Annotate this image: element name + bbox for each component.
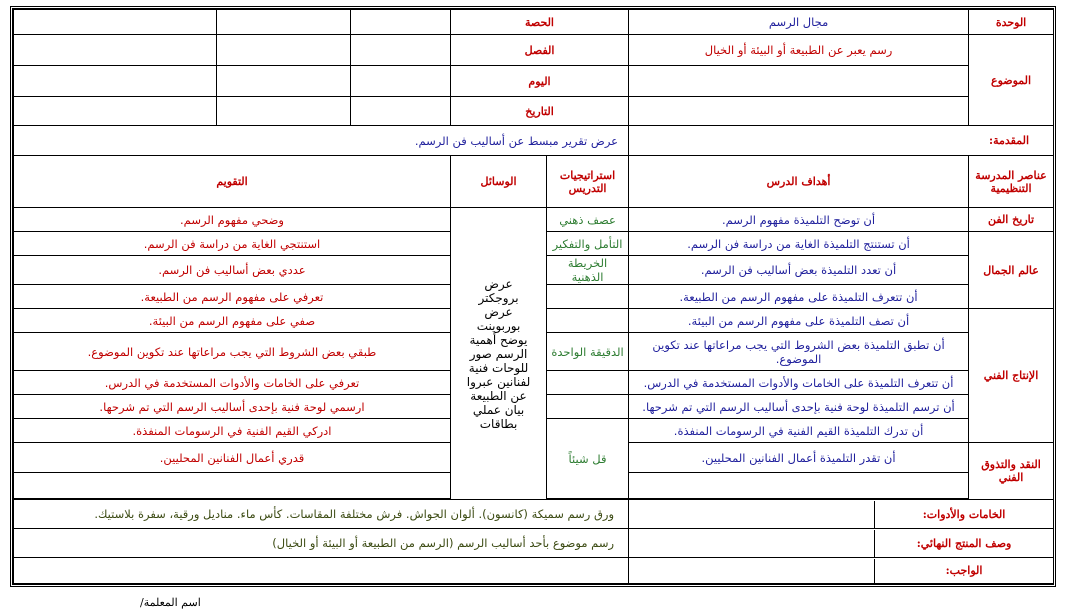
date-label: التاريخ	[451, 97, 629, 126]
final-product-label: وصف المنتج النهائي:	[874, 530, 1053, 557]
table-row	[14, 208, 1054, 232]
intro-row	[14, 126, 1054, 156]
unit-label: الوحدة	[969, 10, 1054, 35]
evaluation-cell: استنتجي الغاية من دراسة فن الرسم.	[14, 232, 451, 256]
strategy-cell	[547, 371, 629, 395]
section-art-history: تاريخ الفن	[969, 208, 1054, 232]
evaluation-cell: طبقي بعض الشروط التي يجب مراعاتها عند تكوين الموضوع.	[14, 333, 451, 371]
col-tools: الوسائل	[451, 156, 547, 208]
materials-value-text: ورق رسم سميكة (كانسون). ألوان الجواش. فرش مختلفة المقاسات. كأس ماء. مناديل ورقية، سفرة بلاستيك.	[94, 507, 615, 521]
homework-value	[14, 558, 629, 584]
col-objectives: أهداف الدرس	[629, 156, 969, 208]
topic-extra-1	[629, 66, 969, 97]
date-cell-3	[14, 97, 217, 126]
evaluation-cell: صفي على مفهوم الرسم من البيئة.	[14, 309, 451, 333]
objective-cell	[629, 473, 969, 499]
date-cell-2	[217, 97, 351, 126]
header-row-3	[14, 66, 1054, 97]
section-aesthetics: عالم الجمال	[969, 232, 1054, 309]
unit-value: مجال الرسم	[629, 10, 969, 35]
day-label: اليوم	[451, 66, 629, 97]
objective-cell: أن تتعرف التلميذة على الخامات والأدوات المستخدمة في الدرس.	[629, 371, 969, 395]
homework-row	[14, 558, 1054, 584]
objective-cell: أن تقدر التلميذة أعمال الفنانين المحليين.	[629, 443, 969, 473]
tools-cell: عرض بروجكتر عرض بوربوينت يوضح أهمية الرسم صور للوحات فنية لفنانين عبروا عن الطبيعة بيان عملي بطاقات	[451, 208, 547, 500]
teacher-signature-label: اسم المعلمة/	[140, 596, 201, 609]
class-cell-3	[14, 35, 217, 66]
class-label: الفصل	[451, 35, 629, 66]
strategy-cell: قل شيئاً	[547, 419, 629, 499]
header-row-4	[14, 97, 1054, 126]
objective-cell: أن ترسم التلميذة لوحة فنية بإحدى أساليب الرسم التي تم شرحها.	[629, 395, 969, 419]
objective-cell: أن تعدد التلميذة بعض أساليب فن الرسم.	[629, 256, 969, 285]
col-strategies: استراتيجيات التدريس	[547, 156, 629, 208]
intro-label	[629, 126, 1054, 156]
header-row-1	[14, 10, 1054, 35]
evaluation-cell	[14, 473, 451, 499]
period-cell-1	[351, 10, 451, 35]
period-cell-3	[14, 10, 217, 35]
topic-extra-2	[629, 97, 969, 126]
strategy-cell: الخريطة الذهنية	[547, 256, 629, 285]
section-criticism: النقد والتذوق الفني	[969, 443, 1054, 500]
final-product-row	[14, 529, 1054, 558]
strategy-cell: الدقيقة الواحدة	[547, 333, 629, 371]
evaluation-cell: ادركي القيم الفنية في الرسومات المنفذة.	[14, 419, 451, 443]
objective-cell: أن تستنتج التلميذة الغاية من دراسة فن الرسم.	[629, 232, 969, 256]
objective-cell: أن تصف التلميذة على مفهوم الرسم من البيئة.	[629, 309, 969, 333]
intro-value-text: عرض تقرير مبسط عن أساليب فن الرسم.	[414, 133, 619, 148]
evaluation-cell: ارسمي لوحة فنية بإحدى أساليب الرسم التي تم شرحها.	[14, 395, 451, 419]
objective-cell: أن تطبق التلميذة بعض الشروط التي يجب مراعاتها عند تكوين الموضوع.	[629, 333, 969, 371]
final-product-label-wrap	[629, 529, 1054, 558]
lesson-plan-table	[13, 9, 1054, 584]
evaluation-cell: عددي بعض أساليب فن الرسم.	[14, 256, 451, 285]
header-row-2	[14, 35, 1054, 66]
section-art-production: الإنتاج الفني	[969, 309, 1054, 443]
topic-value: رسم يعبر عن الطبيعة أو البيئة أو الخيال	[629, 35, 969, 66]
evaluation-cell: تعرفي على الخامات والأدوات المستخدمة في الدرس.	[14, 371, 451, 395]
strategy-cell	[547, 309, 629, 333]
day-cell-3	[14, 66, 217, 97]
final-product-value-text: رسم موضوع بأحد أساليب الرسم (الرسم من الطبيعة أو البيئة أو الخيال)	[272, 536, 615, 550]
evaluation-cell: قدري أعمال الفنانين المحليين.	[14, 443, 451, 473]
evaluation-cell: تعرفي على مفهوم الرسم من الطبيعة.	[14, 285, 451, 309]
materials-label-wrap	[629, 500, 1054, 529]
objective-cell: أن تدرك التلميذة القيم الفنية في الرسومات المنفذة.	[629, 419, 969, 443]
homework-label: الواجب:	[874, 559, 1053, 583]
col-evaluation: التقويم	[14, 156, 451, 208]
strategy-cell: عصف ذهني	[547, 208, 629, 232]
materials-row	[14, 500, 1054, 529]
evaluation-cell: وضحي مفهوم الرسم.	[14, 208, 451, 232]
final-product-value	[14, 529, 629, 558]
strategy-cell	[547, 285, 629, 309]
strategy-cell	[547, 395, 629, 419]
materials-value	[14, 500, 629, 529]
homework-label-wrap	[629, 558, 1054, 584]
columns-header-row	[14, 156, 1054, 208]
intro-label-text: المقدمة:	[989, 134, 1030, 147]
objective-cell: أن توضح التلميذة مفهوم الرسم.	[629, 208, 969, 232]
day-cell-2	[217, 66, 351, 97]
day-cell-1	[351, 66, 451, 97]
class-cell-2	[217, 35, 351, 66]
objective-cell: أن تتعرف التلميذة على مفهوم الرسم من الطبيعة.	[629, 285, 969, 309]
col-elements: عناصر المدرسة التنظيمية	[969, 156, 1054, 208]
period-label: الحصة	[451, 10, 629, 35]
strategy-cell: التأمل والتفكير	[547, 232, 629, 256]
lesson-plan-sheet	[10, 6, 1056, 587]
materials-label: الخامات والأدوات:	[874, 501, 1053, 528]
intro-value	[14, 126, 629, 156]
topic-label: الموضوع	[969, 35, 1054, 126]
period-cell-2	[217, 10, 351, 35]
date-cell-1	[351, 97, 451, 126]
class-cell-1	[351, 35, 451, 66]
